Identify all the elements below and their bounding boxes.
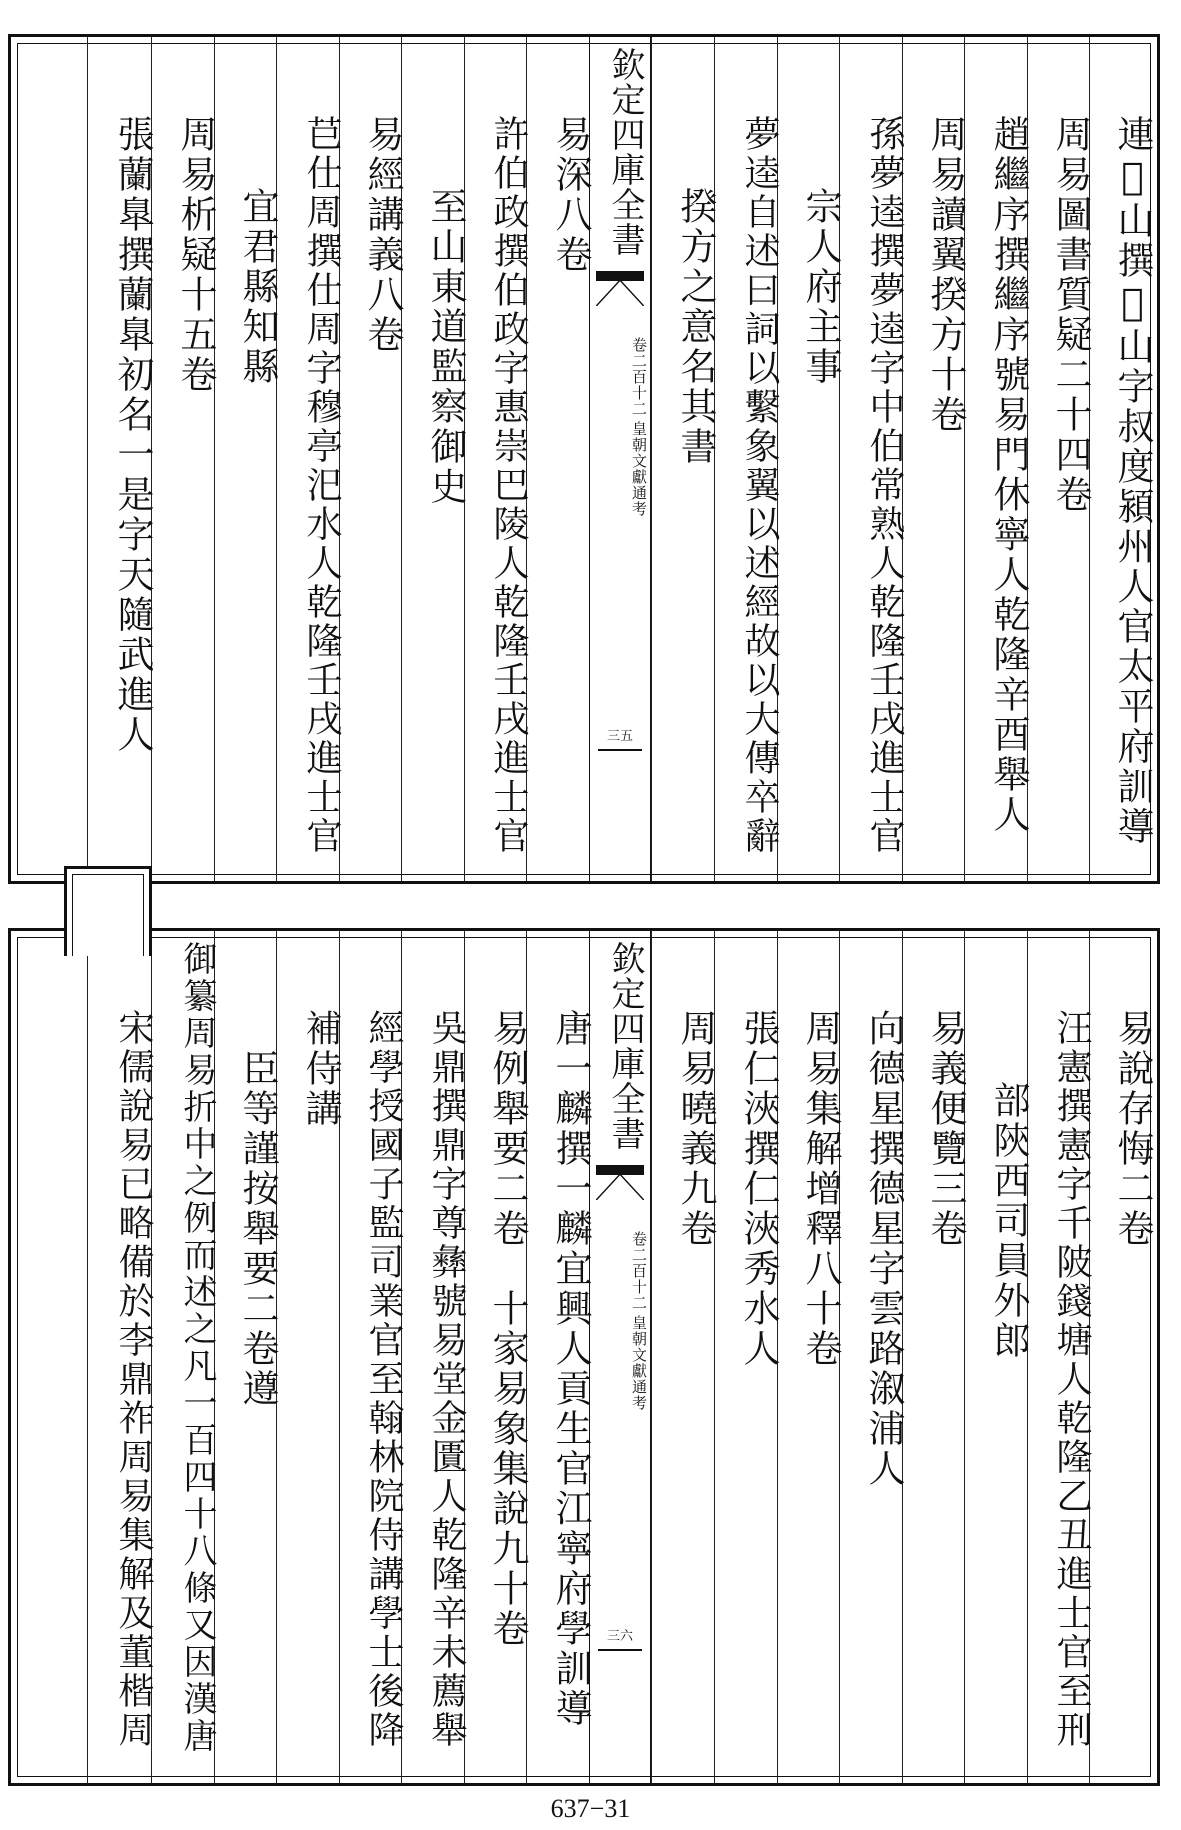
column — [276, 37, 342, 881]
band-rule — [598, 749, 642, 751]
column-text: 御纂周易折中之例而述之凡一百四十八條又因漢唐 — [177, 941, 217, 1755]
center-band — [589, 931, 651, 1783]
column-text: 經學授國子監司業官至翰林院侍講學士後降 — [363, 1009, 404, 1750]
column-text: 張蘭臯撰蘭臯初名一是字天隨武進人 — [111, 115, 154, 755]
lower-page — [8, 928, 1160, 1786]
band-book-title: 皇朝文獻通考 — [630, 421, 648, 517]
column — [87, 931, 154, 1783]
band-page-number: 三六 — [606, 1629, 633, 1644]
column — [1027, 931, 1092, 1783]
column-text: 周易析疑十五卷 — [174, 115, 217, 395]
band-title: 欽定四庫全書 — [605, 941, 645, 1151]
column-text: 易深八卷 — [549, 115, 592, 275]
footer-page-number: 637−31 — [550, 1794, 631, 1823]
column-text: 孫夢逵撰夢逵字中伯常熟人乾隆壬戌進士官 — [864, 115, 905, 856]
column — [651, 37, 717, 881]
column — [964, 931, 1030, 1783]
column-text: 易例舉要二卷 十家易象集說九十卷 — [486, 1009, 529, 1649]
column-text: 許伯政撰伯政字惠崇巴陵人乾隆壬戌進士官 — [488, 115, 529, 856]
column-text: 部陝西司員外郎 — [987, 1081, 1030, 1361]
column-text: 宜君縣知縣 — [236, 187, 279, 387]
column-text: 周易圖書質疑二十四卷 — [1049, 115, 1092, 515]
band-book-title: 皇朝文獻通考 — [630, 1315, 648, 1411]
column-text: 夢逵自述曰詞以繫象翼以述經故以大傳卒辭 — [739, 115, 780, 856]
column — [839, 37, 905, 881]
column-text: 張仁浹撰仁浹秀水人 — [737, 1009, 780, 1369]
upper-page — [8, 34, 1160, 884]
column — [839, 931, 905, 1783]
band-subtitle — [590, 337, 650, 517]
band-title: 欽定四庫全書 — [605, 47, 645, 257]
band-rule — [598, 1649, 642, 1651]
column-text: 汪憲撰憲字千陂錢塘人乾隆乙丑進士官至刑 — [1051, 1009, 1092, 1750]
blank-column — [17, 37, 87, 881]
band-volume: 卷二百十二 — [630, 337, 648, 417]
column — [151, 37, 217, 881]
column-text: 揆方之意名其書 — [674, 187, 717, 467]
column-text: 𦬊仕周撰仕周字穆亭汜水人乾隆壬戌進士官 — [301, 115, 342, 856]
column-text: 臣等謹按舉要二卷遵 — [236, 1049, 279, 1409]
center-band — [589, 37, 651, 881]
column — [401, 931, 467, 1783]
column — [339, 931, 404, 1783]
column — [902, 931, 967, 1783]
column — [651, 931, 717, 1783]
column — [1089, 931, 1154, 1783]
column — [87, 37, 154, 881]
column — [777, 931, 842, 1783]
column — [964, 37, 1030, 881]
band-subtitle — [590, 1231, 650, 1411]
column-text: 唐一麟撰一麟宜興人貢生官江寧府學訓導 — [549, 1009, 592, 1729]
column-text: 周易集解增釋八十卷 — [799, 1009, 842, 1369]
column — [339, 37, 404, 881]
fishtail-mark — [596, 271, 644, 307]
column-text: 周易讀翼揆方十卷 — [924, 115, 967, 435]
column-text: 補侍講 — [299, 1009, 342, 1129]
column-text: 趙繼序撰繼序號易門休寧人乾隆辛酉舉人 — [987, 115, 1030, 835]
column — [714, 37, 780, 881]
column — [714, 931, 780, 1783]
column — [1027, 37, 1092, 881]
column-text: 易說存悔二卷 — [1111, 1009, 1154, 1249]
column — [464, 931, 529, 1783]
blank-column — [17, 931, 87, 1783]
column — [401, 37, 467, 881]
column-text: 宋儒說易已略備於李鼎祚周易集解及董楷周 — [113, 1009, 154, 1750]
column — [276, 931, 342, 1783]
band-volume: 卷二百十二 — [630, 1231, 648, 1311]
column-text: 連𦍤山撰𦍤山字叔度潁州人官太平府訓導 — [1111, 115, 1154, 847]
column-text: 至山東道監察御史 — [424, 187, 467, 507]
column — [214, 37, 279, 881]
column-text: 易經講義八卷 — [361, 115, 404, 355]
column-text: 周易曉義九卷 — [674, 1009, 717, 1249]
column — [464, 37, 529, 881]
column — [214, 931, 279, 1783]
column — [151, 931, 217, 1783]
column-text: 吳鼎撰鼎字尊彝號易堂金匱人乾隆辛未薦舉 — [426, 1009, 467, 1750]
column-text: 宗人府主事 — [799, 187, 842, 387]
column — [526, 37, 592, 881]
column-text: 向德星撰德星字雲路溆浦人 — [862, 1009, 905, 1489]
column-text: 易義便覽三卷 — [924, 1009, 967, 1249]
column — [526, 931, 592, 1783]
elevation-tab — [64, 866, 152, 956]
fishtail-mark — [596, 1165, 644, 1201]
band-page-number: 三五 — [606, 729, 633, 744]
column — [902, 37, 967, 881]
column — [1089, 37, 1154, 881]
column — [777, 37, 842, 881]
